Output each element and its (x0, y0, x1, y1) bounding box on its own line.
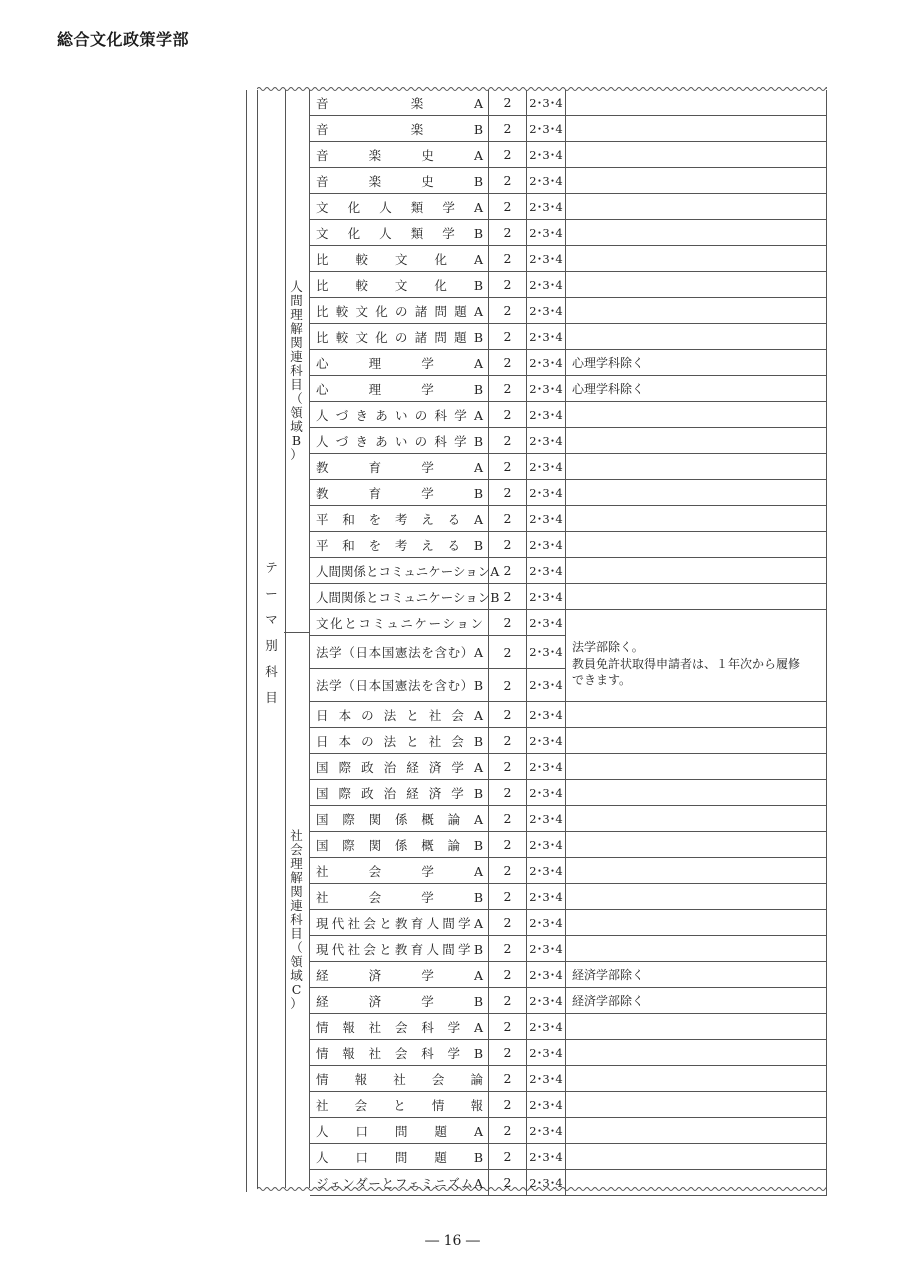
credits-cell: 2 (489, 324, 527, 349)
course-name-cell (310, 90, 489, 115)
course-name: 人づきあいの科学A (316, 407, 483, 423)
note-cell: 心理学科除く (566, 350, 827, 375)
note-cell (566, 936, 827, 961)
years-cell: 2･3･4 (527, 454, 566, 479)
years-cell: 2･3･4 (527, 246, 566, 271)
table-row (310, 194, 827, 220)
note-cell (566, 220, 827, 245)
table-row (310, 884, 827, 910)
credits-cell: 2 (489, 1170, 527, 1195)
course-name: 教 育 学 B (316, 485, 483, 501)
course-name-cell (310, 636, 489, 668)
years-cell: 2･3･4 (527, 806, 566, 831)
credits-cell: 2 (489, 1014, 527, 1039)
course-name-cell (310, 584, 500, 609)
years-cell: 2･3･4 (527, 116, 566, 141)
law-note (566, 633, 827, 698)
years-cell: 2･3･4 (527, 936, 566, 961)
table-row (310, 1118, 827, 1144)
course-name-cell (310, 962, 489, 987)
table-row (310, 454, 827, 480)
table-row (310, 324, 827, 350)
note-cell (566, 832, 827, 857)
table-row (310, 1144, 827, 1170)
credits-cell: 2 (489, 1144, 527, 1169)
course-name: 経 済 学 B (316, 993, 483, 1009)
course-name: 平和を考えるA (316, 511, 483, 527)
table-row (310, 506, 827, 532)
note-cell (566, 884, 827, 909)
years-cell: 2･3･4 (527, 168, 566, 193)
note-cell (566, 1066, 827, 1091)
years-cell: 2･3･4 (527, 350, 566, 375)
years-cell: 2･3･4 (527, 832, 566, 857)
table-row (310, 936, 827, 962)
note-cell (566, 480, 827, 505)
category-label: テ ー マ 別 科 目 (265, 560, 278, 705)
years-cell: 2･3･4 (527, 610, 566, 635)
course-name: 人間関係とコミュニケーションB (316, 589, 500, 605)
credits-cell: 2 (489, 220, 527, 245)
note-cell (566, 1144, 827, 1169)
course-name: 法学（日本国憲法を含む）A (316, 645, 483, 660)
course-name: 人 口 問 題 A (316, 1123, 483, 1139)
course-name-cell (310, 1040, 489, 1065)
table-row (310, 116, 827, 142)
table-row (310, 988, 827, 1014)
course-name-cell (310, 376, 489, 401)
course-name: ジェンダーとフェミニズムA (316, 1175, 483, 1191)
note-cell (566, 168, 827, 193)
credits-cell: 2 (489, 962, 527, 987)
note-cell (566, 558, 827, 583)
credits-cell: 2 (489, 936, 527, 961)
credits-cell: 2 (489, 1092, 527, 1117)
course-name-cell (310, 506, 489, 531)
course-name: 情報社会科学B (316, 1045, 483, 1061)
law-note-line-1: 法学部除く。 (572, 640, 644, 654)
note-cell (566, 454, 827, 479)
course-name: 教 育 学 A (316, 459, 483, 475)
note-cell (566, 506, 827, 531)
note-cell (566, 702, 827, 727)
course-name: 人間関係とコミュニケーションA (316, 563, 500, 579)
table-row (310, 220, 827, 246)
course-name-cell (310, 858, 489, 883)
note-cell (566, 272, 827, 297)
note-cell (566, 858, 827, 883)
years-cell: 2･3･4 (527, 272, 566, 297)
credits-cell: 2 (489, 376, 527, 401)
course-name: 現代社会と教育人間学A (316, 915, 483, 931)
note-cell (566, 1092, 827, 1117)
course-name: 音 楽 B (316, 121, 483, 137)
note-cell (566, 754, 827, 779)
note-cell: 経済学部除く (566, 988, 827, 1013)
years-cell: 2･3･4 (527, 194, 566, 219)
table-row (310, 1066, 827, 1092)
course-name: 国際関係概論A (316, 811, 483, 827)
years-cell: 2･3･4 (527, 402, 566, 427)
credits-cell: 2 (489, 428, 527, 453)
note-cell (566, 780, 827, 805)
years-cell: 2･3･4 (527, 754, 566, 779)
years-cell: 2･3･4 (527, 884, 566, 909)
course-name-cell (310, 832, 489, 857)
credits-cell: 2 (489, 858, 527, 883)
years-cell: 2･3･4 (527, 532, 566, 557)
course-name-cell (310, 298, 489, 323)
years-cell: 2･3･4 (527, 298, 566, 323)
table-row (310, 728, 827, 754)
note-cell: 経済学部除く (566, 962, 827, 987)
table-row (310, 90, 827, 116)
course-name: 音 楽 史 B (316, 173, 483, 189)
course-name-cell (310, 480, 489, 505)
credits-cell: 2 (489, 669, 527, 701)
table-row (310, 1170, 827, 1196)
credits-cell: 2 (489, 884, 527, 909)
table-row (310, 402, 827, 428)
credits-cell: 2 (489, 272, 527, 297)
years-cell: 2･3･4 (527, 988, 566, 1013)
years-cell: 2･3･4 (527, 1170, 566, 1195)
table-row (310, 1014, 827, 1040)
course-name: 社会と情報 (316, 1097, 483, 1113)
years-cell: 2･3･4 (527, 1144, 566, 1169)
course-name-cell (310, 754, 489, 779)
note-cell (566, 532, 827, 557)
note-cell (566, 1040, 827, 1065)
credits-cell: 2 (489, 558, 527, 583)
years-cell: 2･3･4 (527, 1092, 566, 1117)
years-cell: 2･3･4 (527, 376, 566, 401)
course-name-cell (310, 1170, 489, 1195)
years-cell: 2･3･4 (527, 858, 566, 883)
note-cell (566, 142, 827, 167)
table-row (310, 832, 827, 858)
credits-cell: 2 (489, 298, 527, 323)
course-name-cell (310, 936, 489, 961)
credits-cell: 2 (489, 610, 527, 635)
credits-cell: 2 (489, 168, 527, 193)
credits-cell: 2 (489, 728, 527, 753)
years-cell: 2･3･4 (527, 1040, 566, 1065)
years-cell: 2･3･4 (527, 728, 566, 753)
course-name: 社 会 学 A (316, 863, 483, 879)
course-name: 文化人類学B (316, 225, 483, 241)
domain-c-column (284, 633, 310, 1188)
credits-cell: 2 (489, 806, 527, 831)
course-name-cell (310, 220, 489, 245)
note-cell (566, 610, 827, 635)
credits-cell: 2 (489, 532, 527, 557)
note-cell (566, 728, 827, 753)
note-cell (566, 402, 827, 427)
course-name-cell (310, 454, 489, 479)
years-cell: 2･3･4 (527, 1118, 566, 1143)
table-row (310, 532, 827, 558)
table-row (310, 298, 827, 324)
table-row (310, 428, 827, 454)
note-cell (566, 298, 827, 323)
credits-cell: 2 (489, 350, 527, 375)
course-name-cell (310, 272, 489, 297)
note-cell (566, 1118, 827, 1143)
years-cell: 2･3･4 (527, 142, 566, 167)
table-row (310, 858, 827, 884)
course-name-cell (310, 702, 489, 727)
note-cell (566, 194, 827, 219)
course-name: 日本の法と社会B (316, 733, 483, 749)
course-name-cell (310, 324, 489, 349)
course-name-cell (310, 669, 489, 701)
course-name-cell (310, 350, 489, 375)
law-note-line-3: できます。 (572, 673, 632, 687)
domain-b-label: 人 間 理 解 関 連 科 目 （ 領 域 B ） (290, 279, 303, 462)
years-cell: 2･3･4 (527, 584, 566, 609)
credits-cell: 2 (489, 116, 527, 141)
course-name-cell (310, 728, 489, 753)
credits-cell: 2 (489, 1066, 527, 1091)
years-cell: 2･3･4 (527, 702, 566, 727)
course-name-cell (310, 194, 489, 219)
table-row (310, 910, 827, 936)
table-row (310, 350, 827, 376)
table-row (310, 558, 827, 584)
note-cell (566, 324, 827, 349)
note-cell (566, 90, 827, 115)
course-name: 文化人類学A (316, 199, 483, 215)
credits-cell: 2 (489, 1118, 527, 1143)
course-name: 文化とコミュニケーション (316, 615, 483, 631)
years-cell: 2･3･4 (527, 480, 566, 505)
course-name: 比 較 文 化 A (316, 251, 483, 267)
credits-cell: 2 (489, 90, 527, 115)
course-name-cell (310, 1014, 489, 1039)
years-cell: 2･3･4 (527, 910, 566, 935)
credits-cell: 2 (489, 702, 527, 727)
course-name-cell (310, 780, 489, 805)
table-row (310, 702, 827, 728)
course-name-cell (310, 884, 489, 909)
table-row (310, 1040, 827, 1066)
course-name-cell (310, 1066, 489, 1091)
course-name-cell (310, 142, 489, 167)
credits-cell: 2 (489, 402, 527, 427)
course-name: 国際政治経済学A (316, 759, 483, 775)
note-cell (566, 910, 827, 935)
course-name: 現代社会と教育人間学B (316, 941, 483, 957)
category-column (257, 90, 286, 1188)
note-cell (566, 806, 827, 831)
credits-cell: 2 (489, 988, 527, 1013)
course-name: 人づきあいの科学B (316, 433, 483, 449)
years-cell: 2･3･4 (527, 90, 566, 115)
table-row (310, 142, 827, 168)
table-row (310, 480, 827, 506)
domain-b-column (284, 90, 310, 633)
credits-cell: 2 (489, 910, 527, 935)
note-cell (566, 1014, 827, 1039)
course-name: 音 楽 史 A (316, 147, 483, 163)
years-cell: 2･3･4 (527, 669, 566, 701)
course-name: 社 会 学 B (316, 889, 483, 905)
course-name: 人 口 問 題 B (316, 1149, 483, 1165)
credits-cell: 2 (489, 506, 527, 531)
note-cell (566, 584, 827, 609)
course-name: 比較文化の諸問題A (316, 303, 483, 319)
credits-cell: 2 (489, 454, 527, 479)
credits-cell: 2 (489, 194, 527, 219)
course-name: 平和を考えるB (316, 537, 483, 553)
table-row (310, 584, 827, 610)
table-row (310, 168, 827, 194)
course-name: 情報社会論 (316, 1071, 483, 1087)
credits-cell: 2 (489, 584, 527, 609)
course-name: 比 較 文 化 B (316, 277, 483, 293)
course-name-cell (310, 168, 489, 193)
credits-cell: 2 (489, 636, 527, 668)
years-cell: 2･3･4 (527, 962, 566, 987)
table-row (310, 754, 827, 780)
years-cell: 2･3･4 (527, 324, 566, 349)
years-cell: 2･3･4 (527, 506, 566, 531)
course-table (257, 90, 827, 1191)
table-row (310, 806, 827, 832)
note-cell (566, 246, 827, 271)
credits-cell: 2 (489, 246, 527, 271)
course-name: 法学（日本国憲法を含む）B (316, 678, 483, 693)
course-name-cell (310, 246, 489, 271)
credits-cell: 2 (489, 142, 527, 167)
years-cell: 2･3･4 (527, 558, 566, 583)
course-name-cell (310, 806, 489, 831)
note-cell: 心理学科除く (566, 376, 827, 401)
course-name-cell (310, 1144, 489, 1169)
note-cell (566, 1170, 827, 1195)
page-number: ― 16 ― (425, 1233, 480, 1249)
credits-cell: 2 (489, 480, 527, 505)
note-cell (566, 116, 827, 141)
domain-c-label: 社 会 理 解 関 連 科 目 （ 領 域 C ） (290, 828, 303, 1011)
credits-cell: 2 (489, 832, 527, 857)
years-cell: 2･3･4 (527, 428, 566, 453)
table-row (310, 246, 827, 272)
course-name: 日本の法と社会A (316, 707, 483, 723)
credits-cell: 2 (489, 1040, 527, 1065)
course-name-cell (310, 1118, 489, 1143)
note-cell (566, 428, 827, 453)
course-name: 比較文化の諸問題B (316, 329, 483, 345)
law-note-line-2: 教員免許状取得申請者は、１年次から履修 (572, 656, 801, 671)
course-name: 経 済 学 A (316, 967, 483, 983)
table-row (310, 1092, 827, 1118)
course-name-cell (310, 402, 489, 427)
credits-cell: 2 (489, 754, 527, 779)
table-row (310, 272, 827, 298)
margin-rule (246, 90, 247, 1192)
credits-cell: 2 (489, 780, 527, 805)
course-name-cell (310, 532, 489, 557)
course-name: 音 楽 A (316, 95, 483, 111)
course-name: 心 理 学 B (316, 381, 483, 397)
course-name-cell (310, 116, 489, 141)
table-row (310, 780, 827, 806)
course-name: 国際政治経済学B (316, 785, 483, 801)
course-name-cell (310, 1092, 489, 1117)
course-name-cell (310, 910, 489, 935)
years-cell: 2･3･4 (527, 220, 566, 245)
years-cell: 2･3･4 (527, 1066, 566, 1091)
course-name: 情報社会科学A (316, 1019, 483, 1035)
faculty-title: 総合文化政策学部 (57, 30, 190, 49)
years-cell: 2･3･4 (527, 780, 566, 805)
course-name-cell (310, 558, 500, 583)
years-cell: 2･3･4 (527, 1014, 566, 1039)
course-name-cell (310, 428, 489, 453)
table-row (310, 962, 827, 988)
course-name: 国際関係概論B (316, 837, 483, 853)
course-name-cell (310, 610, 489, 635)
course-name-cell (310, 988, 489, 1013)
years-cell: 2･3･4 (527, 636, 566, 668)
course-name: 心 理 学 A (316, 355, 483, 371)
table-row (310, 376, 827, 402)
